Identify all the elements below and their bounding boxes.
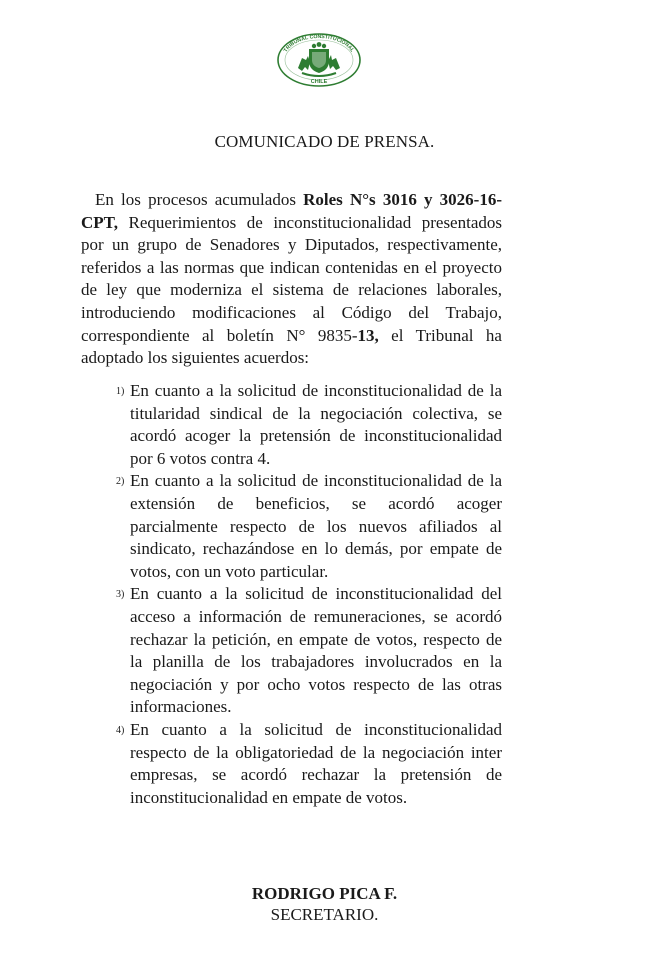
seal-top-text: TRIBUNAL CONSTITUCIONAL bbox=[282, 33, 356, 54]
intro-paragraph bbox=[81, 189, 502, 370]
list-marker: 4) bbox=[116, 724, 125, 736]
list-item bbox=[116, 583, 502, 719]
list-item bbox=[116, 719, 502, 809]
list-item bbox=[116, 380, 502, 470]
page-title: COMUNICADO DE PRENSA. bbox=[214, 132, 435, 151]
bulletin-suffix: 13, bbox=[357, 325, 379, 345]
tribunal-constitucional-seal-icon bbox=[276, 32, 362, 88]
agreements-list bbox=[116, 380, 502, 809]
signatory-role: SECRETARIO. bbox=[270, 905, 379, 924]
signatory-name: RODRIGO PICA F. bbox=[251, 884, 398, 903]
list-item-text: En cuanto a la solicitud de inconstitucionalidad de la titularidad sindical de la negociación colectiva, se acordó acoger la pretensión de inconstitucionalidad por 6 votos contra 4. bbox=[130, 381, 502, 468]
list-marker: 1) bbox=[116, 386, 125, 397]
intro-text-2: Requerimientos de inconstitucionalidad presentados por un grupo de Senadores y Diputados, respectivamente, referidos a las normas que indican contenidas en el proyecto de ley que moderniza el sistema de relaciones laborales, introduciendo modificaciones al Código del Trabajo, correspondiente al boletín N° 9835- bbox=[81, 212, 502, 345]
seal-bottom-text: CHILE bbox=[310, 79, 328, 85]
intro-text-1: En los procesos acumulados bbox=[95, 190, 304, 209]
list-item-text: En cuanto a la solicitud de inconstitucionalidad respecto de la obligatoriedad de la negociación inter empresas, se acordó rechazar la pretensión de inconstitucionalidad en empate de votos. bbox=[130, 719, 502, 807]
list-item-text: En cuanto a la solicitud de inconstitucionalidad del acceso a información de remuneraciones, se acordó rechazar la petición, en empate de votos, respecto de la planilla de los trabajadores involucrados en la negociación y por ocho votos respecto de las otras informaciones. bbox=[130, 584, 502, 717]
case-roles: Roles N°s 3016 y 3026-16-CPT, bbox=[81, 190, 502, 232]
list-marker: 2) bbox=[116, 476, 125, 488]
intro-text-3: el Tribunal ha adoptado los siguientes acuerdos: bbox=[81, 325, 502, 368]
list-item-text: En cuanto a la solicitud de inconstitucionalidad de la extensión de beneficios, se acordó acoger parcialmente respecto de los nuevos afiliados al sindicato, rechazándose en lo demás, por empate de votos, con un voto particular. bbox=[130, 471, 502, 581]
list-item bbox=[116, 470, 502, 583]
list-marker: 3) bbox=[116, 589, 125, 601]
